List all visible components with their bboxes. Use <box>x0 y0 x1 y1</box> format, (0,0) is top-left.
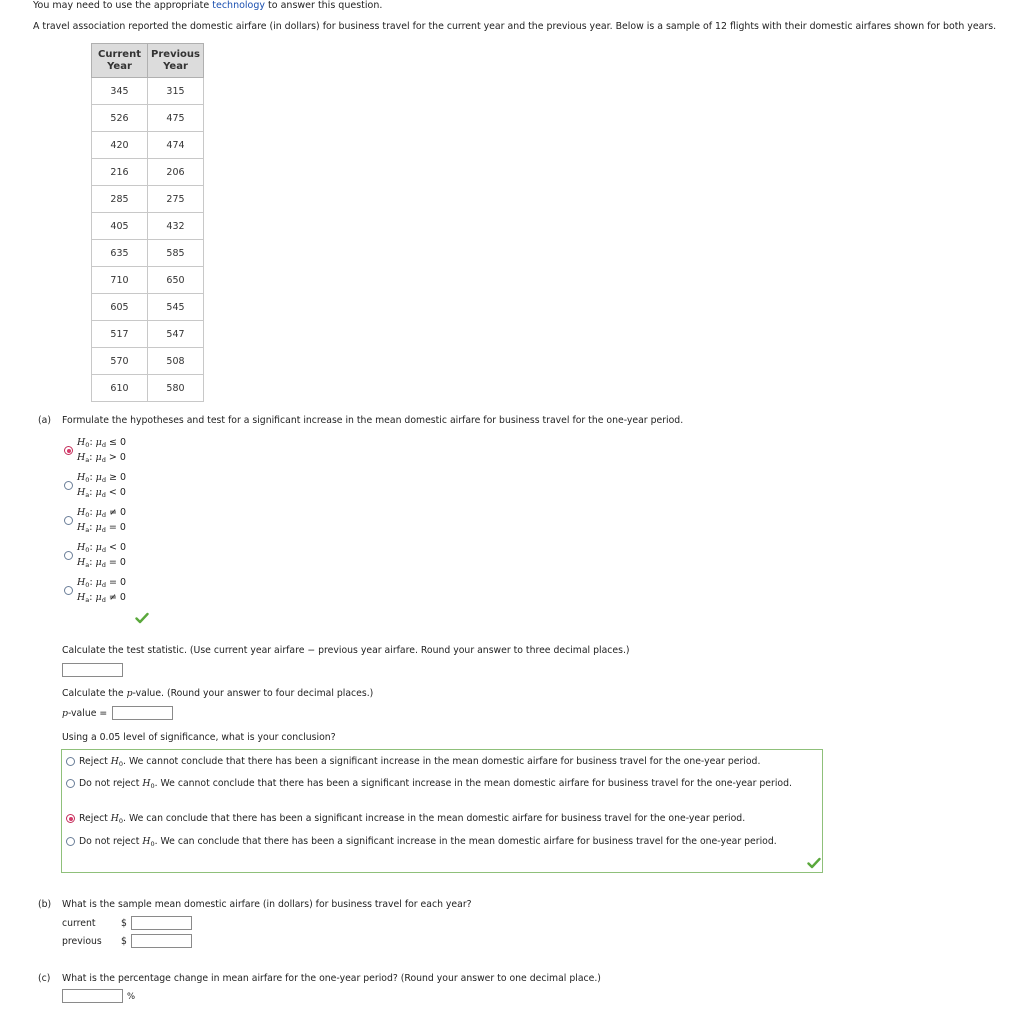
conclusion-option-2: Do not reject $H_0$. We cannot conclude that there has been a significant increase in the mean domestic airfare for business travel for the one-year period. <box>79 778 792 790</box>
problem-intro: A travel association reported the domestic airfare (in dollars) for business travel for the current year and the previous year. Below is a sample of 12 flights with their domestic airfares shown for both years. <box>33 21 997 32</box>
current-year-cell: 526 <box>92 105 148 132</box>
table-row <box>92 267 204 294</box>
conclusion-option-1: Reject $H_0$. We cannot conclude that there has been a significant increase in the mean domestic airfare for business travel for the one-year period. <box>79 756 761 768</box>
table-row <box>92 240 204 267</box>
hypothesis-option-5: $H_0$: $\mu_d = 0$ $H_a$: $\mu_d \ne 0$ <box>77 577 127 604</box>
test-statistic-input[interactable] <box>62 663 123 677</box>
previous-currency: $ <box>121 936 127 947</box>
table-row <box>92 159 204 186</box>
conclusion-radio-3[interactable] <box>66 814 75 823</box>
current-mean-input[interactable] <box>131 916 192 930</box>
current-year-cell: 405 <box>92 213 148 240</box>
current-label: current <box>62 918 96 929</box>
pvalue-input[interactable] <box>112 706 173 720</box>
previous-year-cell: 508 <box>148 348 204 375</box>
check-icon <box>135 612 149 624</box>
conclusion-radio-1[interactable] <box>66 757 75 766</box>
table-row <box>92 186 204 213</box>
table-row <box>92 105 204 132</box>
header-current-year: Current Year <box>92 44 148 78</box>
percent-change-input[interactable] <box>62 989 123 1003</box>
previous-year-cell: 474 <box>148 132 204 159</box>
hypothesis-radio-2[interactable] <box>64 481 73 490</box>
current-year-cell: 345 <box>92 78 148 105</box>
current-year-cell: 420 <box>92 132 148 159</box>
hypothesis-option-2: $H_0$: $\mu_d \ge 0$ $H_a$: $\mu_d < 0$ <box>77 472 127 499</box>
table-row <box>92 348 204 375</box>
current-year-cell: 635 <box>92 240 148 267</box>
current-year-cell: 285 <box>92 186 148 213</box>
part-c-label: (c) <box>38 973 51 984</box>
part-b-label: (b) <box>38 899 52 910</box>
table-row <box>92 132 204 159</box>
table-row <box>92 321 204 348</box>
hypothesis-option-1: $H_0$: $\mu_d \le 0$ $H_a$: $\mu_d > 0$ <box>77 437 127 464</box>
previous-label: previous <box>62 936 102 947</box>
technology-note: You may need to use the appropriate technology to answer this question. <box>33 0 383 11</box>
previous-year-cell: 545 <box>148 294 204 321</box>
conclusion-radio-4[interactable] <box>66 837 75 846</box>
part-c-question: What is the percentage change in mean airfare for the one-year period? (Round your answer to one decimal place.) <box>62 973 601 984</box>
airfare-table <box>91 43 204 402</box>
header-previous-year: Previous Year <box>148 44 204 78</box>
part-b-question: What is the sample mean domestic airfare (in dollars) for business travel for each year? <box>62 899 472 910</box>
current-year-cell: 610 <box>92 375 148 402</box>
part-a-label: (a) <box>38 415 51 426</box>
percent-unit: % <box>127 992 136 1002</box>
table-row <box>92 375 204 402</box>
table-row <box>92 78 204 105</box>
previous-year-cell: 585 <box>148 240 204 267</box>
pvalue-prompt: Calculate the p-value. (Round your answer to four decimal places.) <box>62 688 374 699</box>
current-year-cell: 517 <box>92 321 148 348</box>
table-row <box>92 294 204 321</box>
previous-year-cell: 275 <box>148 186 204 213</box>
previous-year-cell: 315 <box>148 78 204 105</box>
current-year-cell: 216 <box>92 159 148 186</box>
conclusion-option-3: Reject $H_0$. We can conclude that there has been a significant increase in the mean domestic airfare for business travel for the one-year period. <box>79 813 746 825</box>
previous-year-cell: 206 <box>148 159 204 186</box>
previous-mean-input[interactable] <box>131 934 192 948</box>
hypothesis-radio-4[interactable] <box>64 551 73 560</box>
hypothesis-option-3: $H_0$: $\mu_d \ne 0$ $H_a$: $\mu_d = 0$ <box>77 507 127 534</box>
conclusion-prompt: Using a 0.05 level of significance, what is your conclusion? <box>62 732 336 743</box>
hypothesis-radio-5[interactable] <box>64 586 73 595</box>
current-year-cell: 710 <box>92 267 148 294</box>
test-statistic-prompt: Calculate the test statistic. (Use current year airfare − previous year airfare. Round your answer to three decimal places.) <box>62 645 630 656</box>
hypothesis-radio-1[interactable] <box>64 446 73 455</box>
hypothesis-radio-3[interactable] <box>64 516 73 525</box>
table-row <box>92 213 204 240</box>
previous-year-cell: 580 <box>148 375 204 402</box>
part-a-question: Formulate the hypotheses and test for a significant increase in the mean domestic airfare for business travel for the one-year period. <box>62 415 684 426</box>
conclusion-option-4: Do not reject $H_0$. We can conclude that there has been a significant increase in the mean domestic airfare for business travel for the one-year period. <box>79 836 777 848</box>
previous-year-cell: 650 <box>148 267 204 294</box>
current-year-cell: 605 <box>92 294 148 321</box>
current-currency: $ <box>121 918 127 929</box>
check-icon <box>807 857 821 869</box>
technology-link[interactable]: technology <box>212 0 266 11</box>
pvalue-label: p-value = <box>62 708 108 719</box>
previous-year-cell: 547 <box>148 321 204 348</box>
previous-year-cell: 432 <box>148 213 204 240</box>
previous-year-cell: 475 <box>148 105 204 132</box>
hypothesis-option-4: $H_0$: $\mu_d < 0$ $H_a$: $\mu_d = 0$ <box>77 542 127 569</box>
current-year-cell: 570 <box>92 348 148 375</box>
conclusion-radio-2[interactable] <box>66 779 75 788</box>
